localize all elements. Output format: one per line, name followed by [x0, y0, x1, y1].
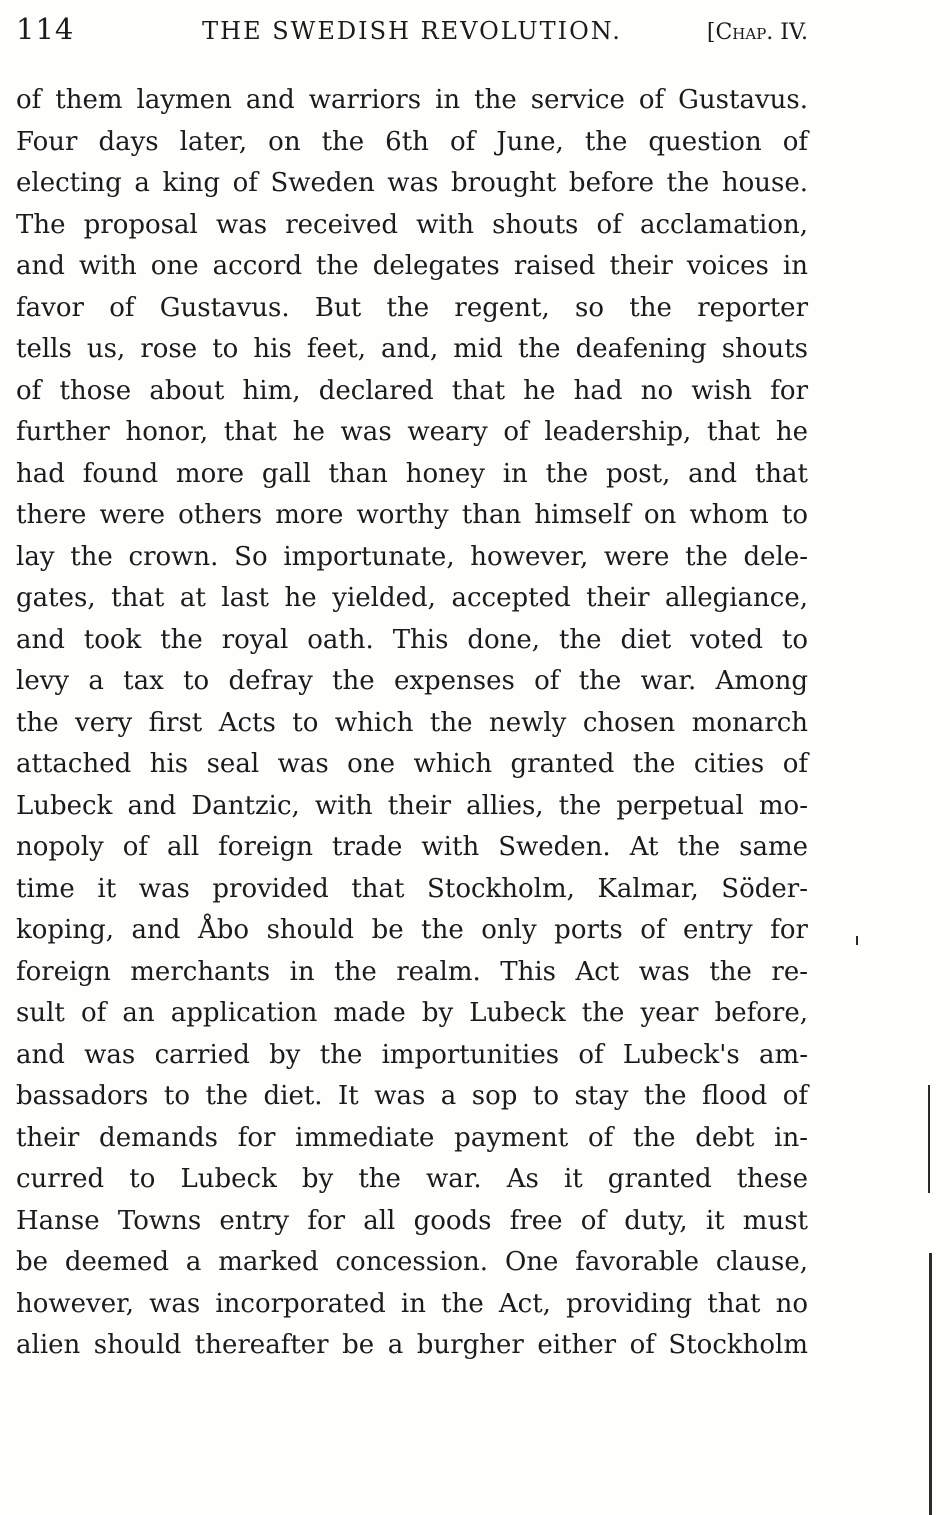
text-line: tells us, rose to his feet, and, mid the deafening shouts [16, 334, 808, 364]
text-line: lay the crown. So importunate, however, were the dele- [16, 541, 808, 572]
text-line: Hanse Towns entry for all goods free of duty, it must [16, 1205, 808, 1236]
text-line: there were others more worthy than himself on whom to [16, 500, 808, 530]
text-line: attached his seal was one which granted the cities of [16, 749, 808, 779]
text-line: and with one accord the delegates raised their voices in [16, 251, 808, 281]
text-line: and took the royal oath. This done, the diet voted to [16, 624, 808, 655]
text-line: electing a king of Sweden was brought before the house. [16, 168, 808, 198]
running-title: THE SWEDISH REVOLUTION. [202, 17, 622, 45]
text-line: of those about him, declared that he had no wish for [16, 375, 808, 406]
text-line: of them laymen and warriors in the service of Gustavus. [16, 85, 808, 115]
text-line: further honor, that he was weary of leadership, that he [16, 417, 808, 447]
text-line: gates, that at last he yielded, accepted their allegiance, [16, 583, 808, 613]
text-line: sult of an application made by Lubeck the year before, [16, 998, 808, 1028]
text-line: Lubeck and Dantzic, with their allies, the perpetual mo- [16, 790, 808, 821]
text-line: The proposal was received with shouts of acclamation, [16, 209, 808, 240]
body-text [16, 80, 808, 1367]
text-line: nopoly of all foreign trade with Sweden. At the same [16, 832, 808, 862]
text-line: however, was incorporated in the Act, providing that no [16, 1288, 808, 1319]
page-header [16, 12, 808, 46]
text-line: levy a tax to defray the expenses of the war. Among [16, 666, 808, 696]
text-line: bassadors to the diet. It was a sop to stay the flood of [16, 1081, 808, 1111]
scan-artifact [856, 936, 858, 945]
text-line: time it was provided that Stockholm, Kalmar, Söder- [16, 873, 808, 904]
scan-artifact [929, 1253, 932, 1515]
chapter-label: [Chap. IV. [706, 20, 808, 45]
text-line: their demands for immediate payment of the debt in- [16, 1122, 808, 1153]
text-line: Four days later, on the 6th of June, the question of [16, 126, 808, 157]
page-number: 114 [16, 12, 75, 46]
text-line: alien should thereafter be a burgher either of Stockholm [16, 1330, 808, 1360]
text-line: the very first Acts to which the newly chosen monarch [16, 707, 808, 738]
text-line: be deemed a marked concession. One favorable clause, [16, 1247, 808, 1277]
text-line: had found more gall than honey in the post, and that [16, 458, 808, 489]
text-line: curred to Lubeck by the war. As it granted these [16, 1164, 808, 1194]
text-line: foreign merchants in the realm. This Act was the re- [16, 956, 808, 987]
text-line: koping, and Åbo should be the only ports of entry for [16, 915, 808, 945]
text-line: favor of Gustavus. But the regent, so the reporter [16, 292, 808, 323]
scan-artifact [928, 1085, 930, 1193]
text-line: and was carried by the importunities of Lubeck's am- [16, 1039, 808, 1070]
